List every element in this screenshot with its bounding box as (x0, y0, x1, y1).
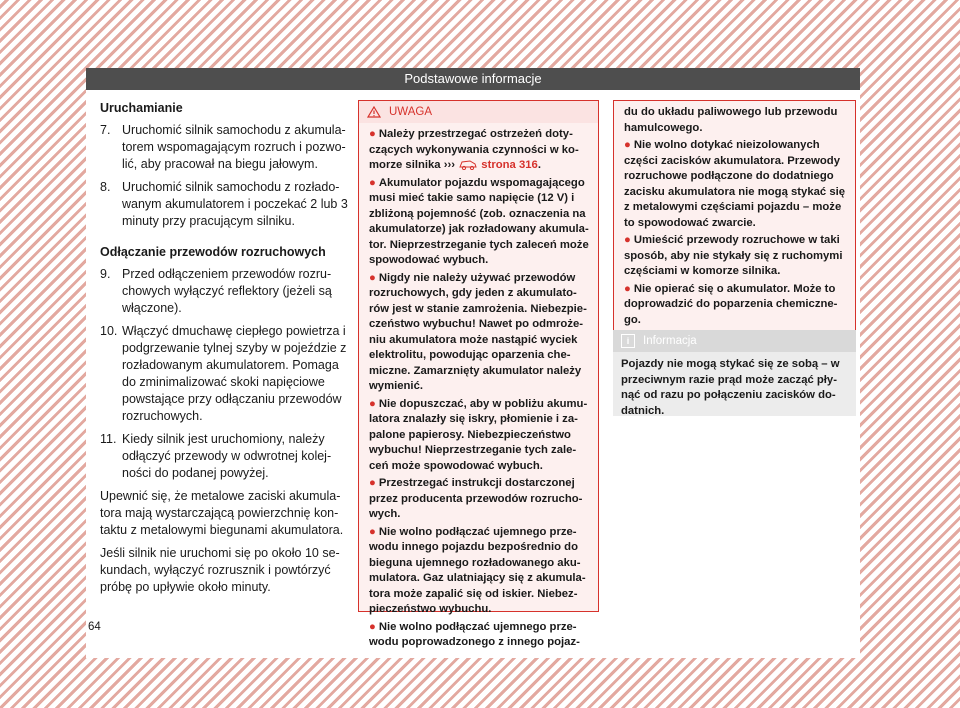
warning-triangle-icon (367, 106, 381, 118)
info-icon: i (621, 334, 635, 348)
warning-item: ● Nigdy nie należy używać przewodów rozruchowych, gdy jeden z akumulatorów jest w stanie zamrożenia. Niebezpieczeństwo wybuchu! Nawet po odmrożeniu akumulatora może nastąpić wyciek elektrolitu, powodując oparzenia chemiczne. Zamarznięty akumulator należy wymienić. (369, 271, 587, 392)
section-title-starting: Uruchamianie (100, 101, 183, 115)
warning-item: ● Nie opierać się o akumulator. Może to doprowadzić do poparzenia chemicznego. (624, 282, 838, 326)
warning-header (359, 101, 598, 123)
step-8: 8. Uruchomić silnik samochodu z rozładowanym akumulatorem i poczekać 2 lub 3 minuty przy pracującym silniku. (100, 180, 348, 228)
step-9: 9. Przed odłączeniem przewodów rozruchowych wyłączyć reflektory (jeżeli są włączone). (100, 267, 332, 315)
info-header (613, 330, 856, 352)
step-7: 7. Uruchomić silnik samochodu z akumulatorem wspomagającym rozruch i pozwolić, aby pracował na biegu jałowym. (100, 123, 346, 171)
warning-item: ● Umieścić przewody rozruchowe w taki sposób, aby nie stykały się z ruchomymi częściami w komorze silnika. (624, 234, 843, 277)
warning-item: ● Nie wolno dotykać nieizolowanych części zacisków akumulatora. Przewody rozruchowe podłączone do dodatniego zacisku akumulatora nie mogą stykać się z metalowymi częściami pojazdu – może to spowodować zwarcie. (624, 139, 846, 229)
warning-item: ● Nie dopuszczać, aby w pobliżu akumulatora znalazły się iskry, płomienie i zapalone papierosy. Niebezpieczeństwo wybuchu! Nieprzestrzeganie tych zaleceń może spowodować wybuch. (369, 397, 588, 472)
warning-item: ● Przestrzegać instrukcji dostarczonej przez producenta przewodów rozruchowych. (369, 477, 583, 520)
manual-page (86, 68, 860, 658)
page-reference-link[interactable]: strona 316 (481, 159, 538, 171)
paragraph-clamps: Upewnić się, że metalowe zaciski akumulatora mają wystarczającą powierzchnię kontaktu z metalowymi biegunami akumulatora. (100, 489, 344, 537)
info-text: Pojazdy nie mogą stykać się ze sobą – w przeciwnym razie prąd może zacząć płynąć od razu po połączeniu zacisków dodatnich. (621, 358, 840, 417)
warning-box (358, 100, 599, 648)
warning-item: ● Nie wolno podłączać ujemnego przewodu innego pojazdu bezpośrednio do bieguna ujemnego rozładowanego akumulatora. Gaz ulatniający się z akumulatora może zapalić się od iskier. Niebezpieczeństwo wybuchu. (369, 525, 586, 615)
paragraph-retry: Jeśli silnik nie uruchomi się po około 10 sekundach, wyłączyć rozrusznik i powtórzyć próbę po upływie około minuty. (100, 546, 340, 594)
engine-compartment-icon (458, 158, 478, 170)
warning-body (359, 123, 598, 648)
step-10: 10. Włączyć dmuchawę ciepłego powietrza i podgrzewanie tylnej szyby w pojeździe z rozładowanym akumulatorem. Pomaga do zminimalizować skoki napięciowe powstające przy odłączaniu przewodów rozruchowych. (100, 324, 347, 423)
left-column (100, 100, 352, 602)
section-title-disconnecting: Odłączanie przewodów rozruchowych (100, 245, 326, 259)
warning-box-continued (613, 100, 856, 332)
warning-item: ● Akumulator pojazdu wspomagającego musi mieć takie samo napięcie (12 V) i zbliżoną pojemność (zob. oznaczenia na akumulatorze) jak rozładowany akumulator. Nieprzestrzeganie tych zaleceń może spowodować wybuch. (369, 176, 589, 266)
warning-item: ● Należy przestrzegać ostrzeżeń dotyczących wykonywania czynności w komorze silnika ››› strona 316. (369, 128, 579, 171)
step-11: 11. Kiedy silnik jest uruchomiony, należy odłączyć przewody w odwrotnej kolejności do podanej powyżej. (100, 432, 332, 480)
page-header: Podstawowe informacje (86, 68, 860, 90)
warning-continued-text: du do układu paliwowego lub przewodu hamulcowego. (624, 106, 838, 134)
warning-body-continued (614, 101, 855, 331)
info-label: Informacja (643, 335, 697, 347)
info-box (613, 330, 856, 416)
warning-item: ● Nie wolno podłączać ujemnego przewodu poprowadzonego z innego pojaz- (369, 620, 580, 648)
warning-label: UWAGA (389, 106, 433, 118)
page-number: 64 (88, 621, 101, 633)
